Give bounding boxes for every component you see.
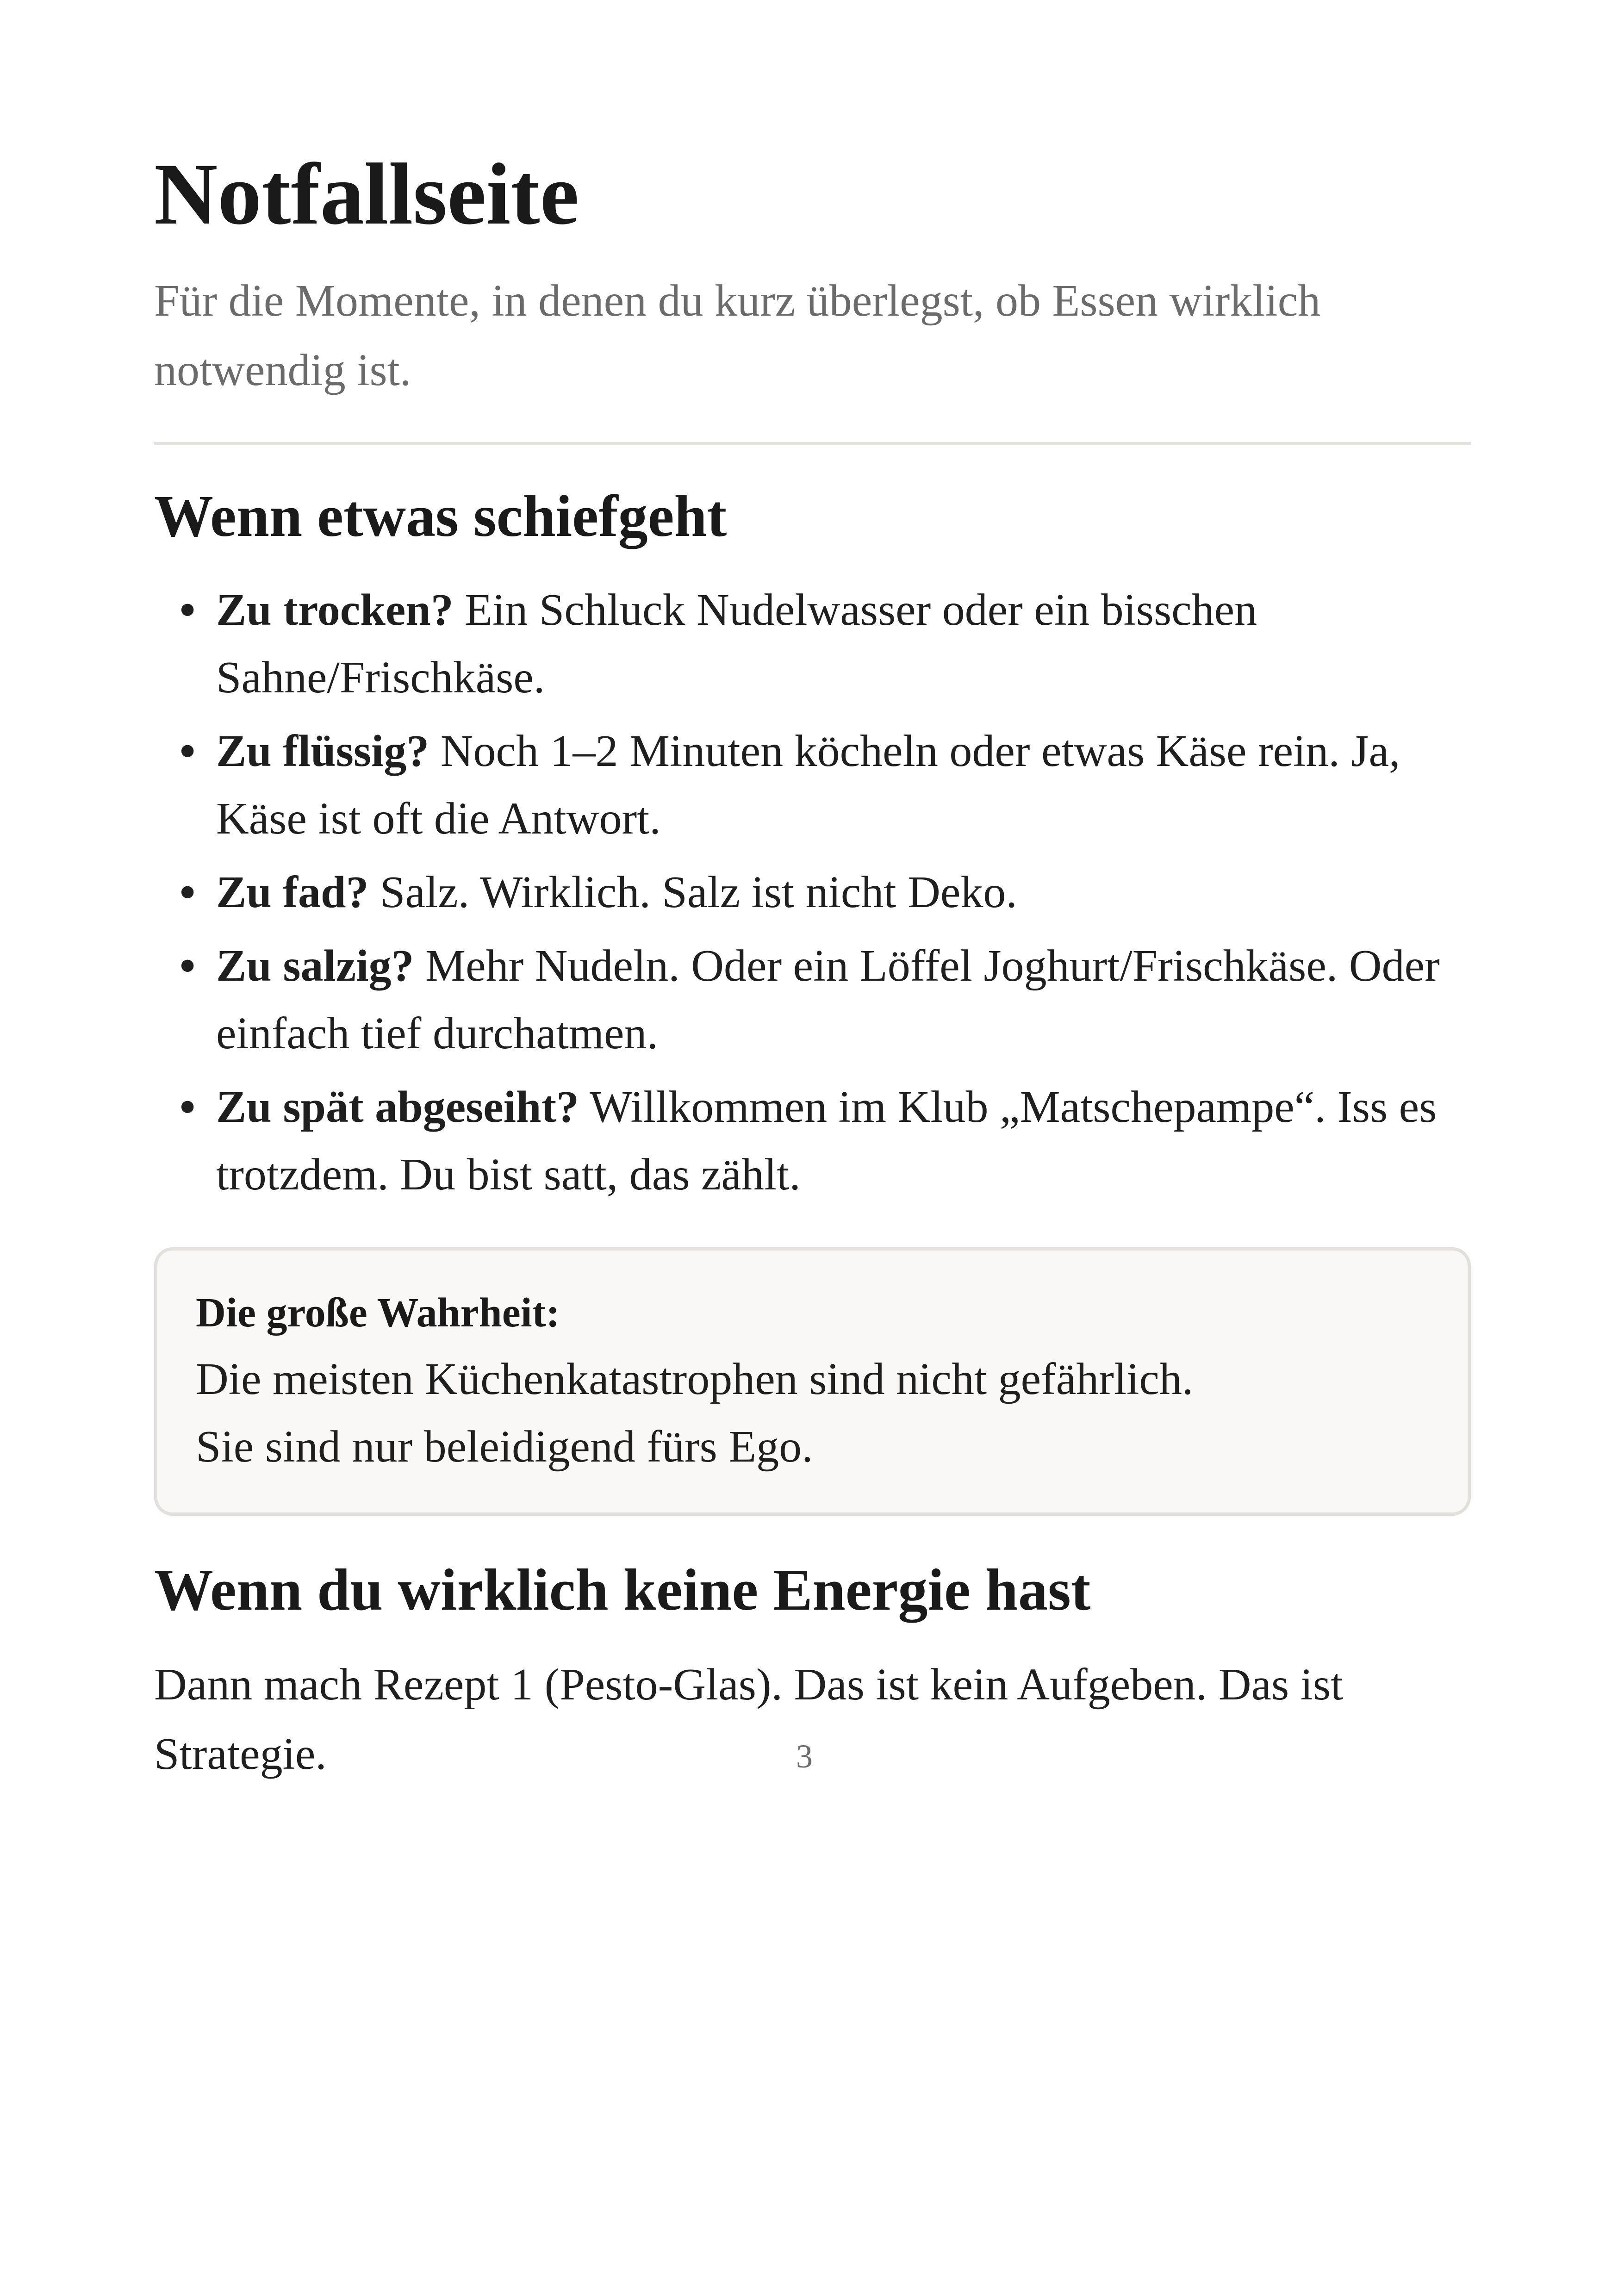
tip-text: Willkommen im Klub „Matschepampe“. Iss es trotzdem. Du bist satt, das zählt. (216, 1082, 1437, 1200)
tip-label: Zu trocken? (216, 585, 454, 635)
section-text-energy: Dann mach Rezept 1 (Pesto-Glas). Das ist kein Aufgeben. Das ist Strategie. (154, 1660, 1344, 1779)
bullet-icon: • (180, 941, 196, 991)
callout-line: Die meisten Küchenkatastrophen sind nicht gefährlich. (196, 1354, 1194, 1404)
tip-label: Zu fad? (216, 867, 369, 917)
list-item (154, 717, 1471, 852)
bullet-icon: • (180, 867, 196, 917)
section-heading-energy: Wenn du wirklich keine Energie hast (154, 1557, 1091, 1623)
tip-label: Zu salzig? (216, 941, 414, 991)
tip-label: Zu spät abgeseiht? (216, 1082, 579, 1132)
bullet-icon: • (180, 585, 196, 635)
tip-text: Salz. Wirklich. Salz ist nicht Deko. (368, 867, 1017, 917)
callout-title: Die große Wahrheit: (196, 1290, 560, 1336)
list-item (154, 1073, 1471, 1208)
tips-list (154, 576, 1471, 1214)
list-item (154, 859, 1471, 926)
section-heading-problems: Wenn etwas schiefgeht (154, 483, 727, 549)
page-number: 3 (796, 1738, 813, 1775)
bullet-icon: • (180, 1082, 196, 1132)
callout-box (154, 1247, 1471, 1516)
list-item (154, 576, 1471, 711)
list-item (154, 932, 1471, 1067)
tip-label: Zu flüssig? (216, 726, 429, 776)
tip-text: Noch 1–2 Minuten köcheln oder etwas Käse rein. Ja, Käse ist oft die Antwort. (216, 726, 1400, 844)
tip-text: Mehr Nudeln. Oder ein Löffel Joghurt/Frischkäse. Oder einfach tief durchatmen. (216, 941, 1440, 1058)
callout-line: Sie sind nur beleidigend fürs Ego. (196, 1422, 813, 1472)
tip-text: Ein Schluck Nudelwasser oder ein bisschen Sahne/Frischkäse. (216, 585, 1257, 703)
page-title: Notfallseite (154, 146, 579, 243)
page-subtitle: Für die Momente, in denen du kurz überlegst, ob Essen wirklich notwendig ist. (154, 276, 1321, 395)
bullet-icon: • (180, 726, 196, 776)
divider (154, 442, 1471, 445)
